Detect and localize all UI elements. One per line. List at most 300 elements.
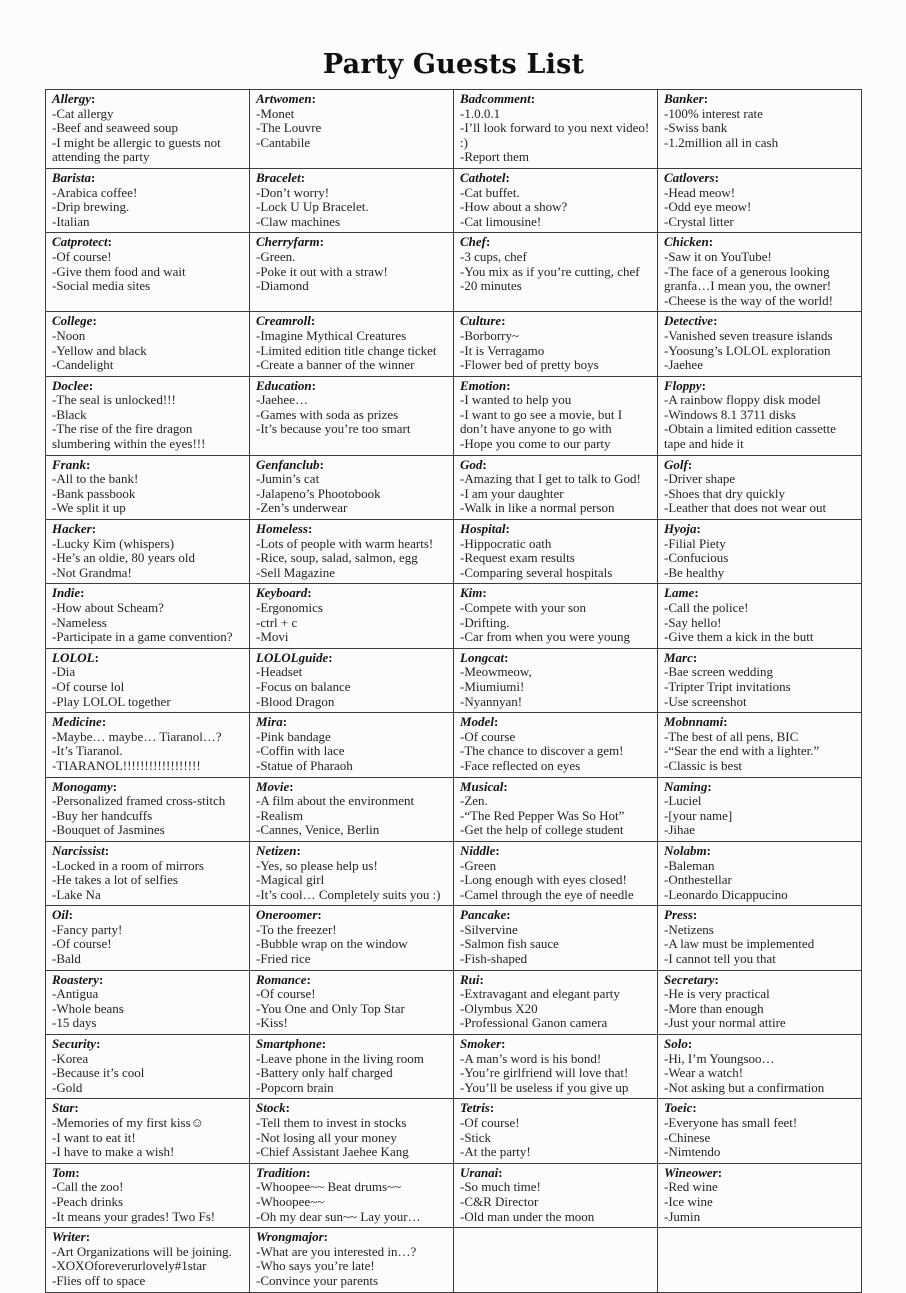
- guest-category-suffix: :: [308, 521, 313, 537]
- guest-item: -More than enough: [664, 1000, 764, 1016]
- guest-category: [460, 651, 651, 666]
- guest-item: -Battery only half charged: [256, 1065, 393, 1081]
- guest-category-suffix: :: [91, 91, 96, 106]
- guest-item: -Face reflected on eyes: [460, 757, 581, 773]
- page-title: Party Guests List: [322, 49, 585, 80]
- guest-category-suffix: :: [98, 971, 104, 987]
- guest-category-name: College: [52, 313, 93, 329]
- guest-row: [46, 584, 862, 648]
- guest-cell: [46, 970, 250, 1034]
- guest-category: [460, 586, 651, 601]
- guest-item: -Headset: [256, 664, 303, 680]
- guest-item: -How about Scheam?: [52, 600, 164, 615]
- guest-category-name: Golf: [664, 456, 688, 472]
- guest-category-name: Frank: [52, 456, 86, 472]
- guest-item: -Ergonomics: [256, 600, 323, 615]
- guest-cell: [250, 1228, 454, 1292]
- guest-row: [46, 168, 862, 232]
- guest-item: -Hi, I’m Youngsoo…: [664, 1050, 775, 1066]
- guest-item: -Noon: [52, 327, 86, 343]
- guest-item: -Shoes that dry quickly: [664, 485, 785, 501]
- guest-category-name: Toeic: [664, 1100, 693, 1116]
- guest-item: -Rice, soup, salad, salmon, egg: [256, 550, 418, 566]
- guest-cell: [250, 455, 454, 519]
- guest-item: -Yellow and black: [52, 342, 147, 358]
- guest-cell: [658, 455, 862, 519]
- guest-cell: [250, 713, 454, 777]
- guest-category-suffix: :: [307, 585, 312, 601]
- guest-category: [664, 715, 855, 730]
- guest-category: [256, 780, 447, 795]
- guest-category-suffix: :: [285, 1100, 290, 1116]
- guest-category-suffix: :: [701, 377, 706, 393]
- guest-row: [46, 1228, 862, 1292]
- guest-item: -Meowmeow,: [460, 664, 532, 680]
- guest-item: -Old man under the moon: [460, 1208, 595, 1224]
- guest-item: -Vanished seven treasure islands: [664, 327, 833, 343]
- guest-item: -Netizens: [664, 921, 714, 937]
- guest-row: [46, 1099, 862, 1163]
- guest-category: [256, 379, 447, 394]
- guest-item: -Obtain a limited edition cassette tape and hide it: [664, 421, 836, 452]
- guest-item: -Games with soda as prizes: [256, 406, 399, 422]
- guest-category-suffix: :: [692, 649, 698, 665]
- guest-category: [460, 1037, 651, 1052]
- guest-item: -Popcorn brain: [256, 1079, 334, 1095]
- guest-category: [52, 844, 243, 859]
- guest-item: -Driver shape: [664, 471, 736, 487]
- guest-cell: [250, 1163, 454, 1227]
- guest-item: -Yes, so please help us!: [256, 857, 378, 873]
- guest-item: -The chance to discover a gem!: [460, 743, 624, 759]
- guest-item: -Flower bed of pretty boys: [460, 357, 599, 373]
- guest-cell: [454, 312, 658, 376]
- guest-cell: [454, 376, 658, 455]
- guest-item: -Hope you come to our party: [460, 436, 611, 452]
- guest-cell: [658, 648, 862, 712]
- guest-item: -At the party!: [460, 1144, 531, 1160]
- guest-cell: [658, 1099, 862, 1163]
- guest-category-suffix: :: [505, 169, 510, 185]
- guest-category-suffix: :: [296, 842, 301, 858]
- guest-category: [52, 314, 243, 329]
- guest-category-name: Star: [52, 1100, 75, 1116]
- guest-item: -Confucious: [664, 550, 729, 566]
- guest-category-suffix: :: [707, 778, 712, 794]
- guest-category-suffix: :: [317, 907, 322, 923]
- guest-item: -Peach drinks: [52, 1193, 124, 1209]
- guest-item: -Long enough with eyes closed!: [460, 872, 627, 888]
- guest-category-name: Banker: [664, 91, 704, 106]
- guest-item: -Car from when you were young: [460, 629, 631, 645]
- guest-cell: [250, 1035, 454, 1099]
- guest-item: -Locked in a room of mirrors: [52, 857, 204, 873]
- guest-item: -Ice wine: [664, 1193, 713, 1209]
- guest-item: -Flies off to space: [52, 1272, 146, 1288]
- guest-category-name: Emotion: [460, 377, 507, 393]
- guest-item: -Personalized framed cross-stitch: [52, 793, 226, 809]
- guest-category-name: Roastery: [52, 971, 99, 987]
- guest-item: -Participate in a game convention?: [52, 629, 233, 645]
- guest-item: -Beef and seaweed soup: [52, 120, 178, 136]
- guest-category-name: Tom: [52, 1164, 76, 1180]
- guest-category-name: Bracelet: [256, 169, 301, 185]
- guest-item: -Camel through the eye of needle: [460, 886, 634, 902]
- guest-item: -I am your daughter: [460, 485, 564, 501]
- guest-category: [460, 379, 651, 394]
- guest-category-suffix: :: [506, 377, 511, 393]
- guest-item: -A law must be implemented: [664, 936, 815, 952]
- guest-item: -15 days: [52, 1015, 97, 1031]
- guest-item: -Of course: [460, 728, 516, 744]
- guest-cell: [454, 841, 658, 905]
- guest-item: -The best of all pens, BIC: [664, 728, 799, 744]
- guest-category-suffix: :: [706, 842, 711, 858]
- guest-cell: [658, 970, 862, 1034]
- guest-item: -Jaehee…: [256, 392, 308, 408]
- guest-category: [664, 973, 855, 988]
- guest-category-name: Keyboard: [256, 585, 308, 601]
- guest-category-suffix: :: [486, 234, 491, 250]
- guest-item: -Don’t worry!: [256, 184, 330, 200]
- guest-category-suffix: :: [94, 649, 99, 665]
- guest-item: -Focus on balance: [256, 678, 351, 694]
- guest-cell: [250, 520, 454, 584]
- guest-item: -The rise of the fire dragon slumbering within the eyes!!!: [52, 421, 206, 452]
- guest-category: [664, 651, 855, 666]
- party-guests-table: [45, 89, 862, 1293]
- guest-cell: [46, 1035, 250, 1099]
- guest-category-name: Cherryfarm: [256, 234, 320, 250]
- guest-cell: [454, 713, 658, 777]
- guest-category-name: Uranai: [460, 1164, 499, 1180]
- guest-category-suffix: :: [319, 234, 324, 250]
- guest-category-name: LOLOL: [52, 649, 95, 665]
- guest-cell: [46, 1228, 250, 1292]
- guest-category: [256, 458, 447, 473]
- guest-category: [52, 651, 243, 666]
- guest-category: [460, 973, 651, 988]
- guest-category-suffix: :: [107, 234, 112, 250]
- guest-category: [256, 651, 447, 666]
- guest-category: [460, 171, 651, 186]
- guest-category-name: Rui: [460, 971, 480, 987]
- guest-cell: [250, 970, 454, 1034]
- guest-item: -Limited edition title change ticket: [256, 342, 437, 358]
- guest-category-suffix: :: [723, 714, 728, 730]
- guest-category-name: Naming: [664, 778, 708, 794]
- guest-category: [256, 92, 447, 107]
- guest-category-name: Mobnnami: [664, 714, 724, 730]
- guest-item: -It’s Tiaranol.: [52, 743, 123, 759]
- guest-item: -Who says you’re late!: [256, 1258, 375, 1274]
- guest-cell: [250, 1099, 454, 1163]
- guest-category: [664, 780, 855, 795]
- guest-item: -Cat allergy: [52, 105, 114, 121]
- guest-item: -Leather that does not wear out: [664, 500, 827, 516]
- guest-cell: [46, 584, 250, 648]
- guest-item: -Onthestellar: [664, 872, 732, 888]
- guest-item: -Hippocratic oath: [460, 535, 552, 551]
- guest-cell: [454, 584, 658, 648]
- guest-category: [664, 314, 855, 329]
- guest-category-suffix: :: [91, 521, 97, 537]
- guest-category: [256, 171, 447, 186]
- guest-item: -Arabica coffee!: [52, 184, 138, 200]
- guest-category: [460, 715, 651, 730]
- guest-category-name: Niddle: [460, 842, 496, 858]
- guest-cell: [250, 90, 454, 169]
- guest-item: -Give them a kick in the butt: [664, 629, 814, 645]
- guest-cell: [46, 233, 250, 312]
- guest-item: -Create a banner of the winner: [256, 357, 415, 373]
- guest-item: -Imagine Mythical Creatures: [256, 327, 407, 343]
- guest-cell: [46, 713, 250, 777]
- guest-item: -Swiss bank: [664, 120, 728, 136]
- guest-item: -He’s an oldie, 80 years old: [52, 550, 195, 566]
- guest-item: -Drifting.: [460, 614, 510, 630]
- guest-category-suffix: :: [91, 169, 96, 185]
- guest-category-suffix: :: [506, 907, 511, 923]
- guest-item: -Tell them to invest in stocks: [256, 1115, 407, 1130]
- guest-category-suffix: :: [80, 585, 85, 601]
- guest-category-name: Floppy: [664, 377, 702, 393]
- guest-category-suffix: :: [482, 585, 487, 601]
- guest-category: [664, 1166, 855, 1181]
- empty-cell: [658, 1228, 862, 1292]
- guest-item: -Zen.: [460, 793, 488, 809]
- guest-item: -Whoopee~~: [256, 1193, 325, 1209]
- guest-item: -I want to go see a movie, but I don’t have anyone to go with: [460, 406, 623, 437]
- guest-category-name: Hacker: [52, 521, 92, 537]
- guest-item: -Pink bandage: [256, 728, 331, 744]
- guest-item: -Monet: [256, 105, 295, 121]
- guest-item: -Walk in like a normal person: [460, 500, 615, 516]
- guest-cell: [454, 1035, 658, 1099]
- guest-category: [460, 1101, 651, 1116]
- guest-category-name: Tetris: [460, 1100, 490, 1116]
- guest-item: -Just your normal attire: [664, 1015, 786, 1031]
- guests-table-body: [46, 90, 862, 1293]
- guest-category-name: Solo: [664, 1036, 688, 1052]
- guest-item: -Salmon fish sauce: [460, 936, 559, 952]
- guest-cell: [658, 233, 862, 312]
- empty-cell: [454, 1228, 658, 1292]
- guest-category-suffix: :: [104, 842, 110, 858]
- guest-cell: [454, 1163, 658, 1227]
- guest-category-name: Education: [256, 377, 312, 393]
- guest-item: -Jihae: [664, 822, 696, 838]
- guest-category: [664, 1101, 855, 1116]
- guest-category-name: Netizen: [256, 842, 297, 858]
- guest-category-suffix: :: [96, 1036, 101, 1052]
- guest-category-name: Writer: [52, 1229, 86, 1245]
- guest-item: -Miumiumi!: [460, 678, 525, 694]
- guest-item: -The Louvre: [256, 120, 322, 136]
- guest-cell: [454, 90, 658, 169]
- guest-item: -I might be allergic to guests not attending the party: [52, 134, 221, 165]
- guest-item: -Whoopee~~ Beat drums~~: [256, 1179, 402, 1195]
- guest-category: [256, 1166, 447, 1181]
- guest-item: -Drip brewing.: [52, 199, 130, 215]
- guest-category-name: Hospital: [460, 521, 506, 537]
- guest-item: -Bald: [52, 951, 81, 967]
- guest-row: [46, 713, 862, 777]
- guest-item: -Lake Na: [52, 886, 101, 902]
- guest-category-name: Indie: [52, 585, 81, 601]
- guest-cell: [250, 168, 454, 232]
- guest-item: -3 cups, chef: [460, 248, 527, 264]
- guest-category: [256, 235, 447, 250]
- guest-category-suffix: :: [713, 313, 718, 329]
- guest-item: -Green.: [256, 248, 296, 264]
- guest-item: -I’ll look forward to you next video! :): [460, 120, 650, 150]
- guest-category: [664, 379, 855, 394]
- guest-category-name: Barista: [52, 169, 92, 185]
- guest-item: -Not asking but a confirmation: [664, 1079, 825, 1095]
- guest-category: [256, 314, 447, 329]
- guest-item: -C&R Director: [460, 1193, 539, 1209]
- guest-category-name: Smartphone: [256, 1036, 322, 1052]
- guest-cell: [454, 648, 658, 712]
- guest-category-name: Allergy: [52, 91, 91, 106]
- guest-item: -Magical girl: [256, 872, 325, 888]
- guest-item: -Art Organizations will be joining.: [52, 1243, 232, 1259]
- guest-category-name: Creamroll: [256, 313, 311, 329]
- guest-category: [664, 458, 855, 473]
- guest-category: [256, 1037, 447, 1052]
- guest-item: -Convince your parents: [256, 1272, 379, 1288]
- guest-item: -Chinese: [664, 1129, 711, 1145]
- guest-item: -So much time!: [460, 1179, 541, 1195]
- guest-category: [52, 171, 243, 186]
- guest-cell: [46, 1163, 250, 1227]
- guest-category: [52, 973, 243, 988]
- guest-cell: [46, 777, 250, 841]
- guest-cell: [250, 233, 454, 312]
- guest-item: -You’re girlfriend will love that!: [460, 1065, 629, 1081]
- guest-item: -Jalapeno’s Phootobook: [256, 485, 381, 501]
- guest-category-suffix: :: [112, 778, 118, 794]
- guest-category: [460, 1166, 651, 1181]
- guest-row: [46, 1035, 862, 1099]
- guest-category-suffix: :: [501, 1036, 506, 1052]
- guest-category-name: Pancake: [460, 907, 507, 923]
- guest-cell: [46, 520, 250, 584]
- guest-item: -Of course!: [256, 986, 316, 1002]
- guest-item: -He is very practical: [664, 986, 770, 1002]
- guest-item: -Call the zoo!: [52, 1179, 124, 1195]
- guest-item: -1.2million all in cash: [664, 134, 779, 150]
- guest-item: -Cheese is the way of the world!: [664, 292, 833, 308]
- guest-category: [52, 715, 243, 730]
- guest-category-suffix: :: [310, 313, 316, 329]
- guest-item: -Antigua: [52, 986, 99, 1002]
- guest-category-name: Kim: [460, 585, 483, 601]
- guest-category-suffix: :: [306, 971, 311, 987]
- guest-category-suffix: :: [498, 1164, 503, 1180]
- guest-cell: [46, 648, 250, 712]
- guest-cell: [46, 376, 250, 455]
- guest-category: [460, 780, 651, 795]
- guest-item: -Baleman: [664, 857, 715, 873]
- guest-cell: [658, 777, 862, 841]
- guest-category-suffix: :: [479, 971, 484, 987]
- guest-item: -A film about the environment: [256, 793, 415, 809]
- guest-item: -Of course!: [460, 1115, 520, 1130]
- guest-category-name: Secretary: [664, 971, 715, 987]
- guest-cell: [454, 1099, 658, 1163]
- guest-category-name: Doclee: [52, 377, 89, 393]
- guest-item: -The face of a generous looking granfa…I mean you, the owner!: [664, 263, 832, 294]
- guest-cell: [46, 312, 250, 376]
- guest-category-suffix: :: [504, 649, 509, 665]
- guest-item: -Everyone has small feet!: [664, 1115, 798, 1130]
- guest-category-name: Chef: [460, 234, 486, 250]
- guest-item: -Lots of people with warm hearts!: [256, 535, 434, 551]
- guest-item: -Compete with your son: [460, 600, 587, 615]
- guest-category-suffix: :: [323, 1229, 329, 1245]
- guest-item: -Not losing all your money: [256, 1129, 397, 1145]
- guest-category-name: Catprotect: [52, 234, 108, 250]
- guest-category-name: Wrongmajor: [256, 1229, 324, 1245]
- guest-row: [46, 906, 862, 970]
- guest-category-suffix: :: [714, 169, 719, 185]
- guest-category-suffix: :: [708, 234, 714, 250]
- guest-cell: [46, 455, 250, 519]
- guest-category-name: Model: [460, 714, 494, 730]
- guest-item: -Borborry~: [460, 327, 520, 343]
- guest-item: -Head meow!: [664, 184, 736, 200]
- guest-category-suffix: :: [88, 377, 94, 393]
- guest-item: -You’ll be useless if you give up: [460, 1079, 629, 1095]
- guest-category-name: Chicken: [664, 234, 709, 250]
- guest-category-name: Narcissist: [52, 842, 105, 858]
- guest-category: [664, 235, 855, 250]
- guest-item: -Because it’s cool: [52, 1065, 145, 1081]
- guest-category: [52, 1166, 243, 1181]
- guest-category: [256, 1230, 447, 1245]
- guest-category-suffix: :: [311, 91, 316, 106]
- guest-row: [46, 970, 862, 1034]
- guest-item: -I cannot tell you that: [664, 951, 776, 967]
- guest-category: [460, 844, 651, 859]
- guest-item: -Jaehee: [664, 357, 703, 373]
- guest-item: -Realism: [256, 807, 303, 823]
- guest-category-suffix: :: [85, 456, 91, 472]
- guest-item: -“The Red Pepper Was So Hot”: [460, 807, 625, 823]
- guest-cell: [658, 906, 862, 970]
- guest-category: [52, 522, 243, 537]
- guest-item: -Poke it out with a straw!: [256, 263, 388, 279]
- guest-category-name: Hyoja: [664, 521, 697, 537]
- guest-item: -Of course!: [52, 936, 112, 952]
- guest-category-name: Oil: [52, 907, 69, 923]
- guest-item: -All to the bank!: [52, 471, 139, 487]
- guest-cell: [658, 1163, 862, 1227]
- guest-category-name: Lame: [664, 585, 695, 601]
- guest-item: -100% interest rate: [664, 105, 763, 121]
- guest-item: -Bubble wrap on the window: [256, 936, 408, 952]
- guest-item: -What are you interested in…?: [256, 1243, 417, 1259]
- guest-category-name: Badcomment: [460, 91, 531, 106]
- guest-item: -Nameless: [52, 614, 107, 630]
- guest-item: -Use screenshot: [664, 693, 747, 709]
- guest-category: [52, 235, 243, 250]
- guest-category-suffix: :: [319, 456, 324, 472]
- guest-category-suffix: :: [692, 1100, 697, 1116]
- guest-row: [46, 376, 862, 455]
